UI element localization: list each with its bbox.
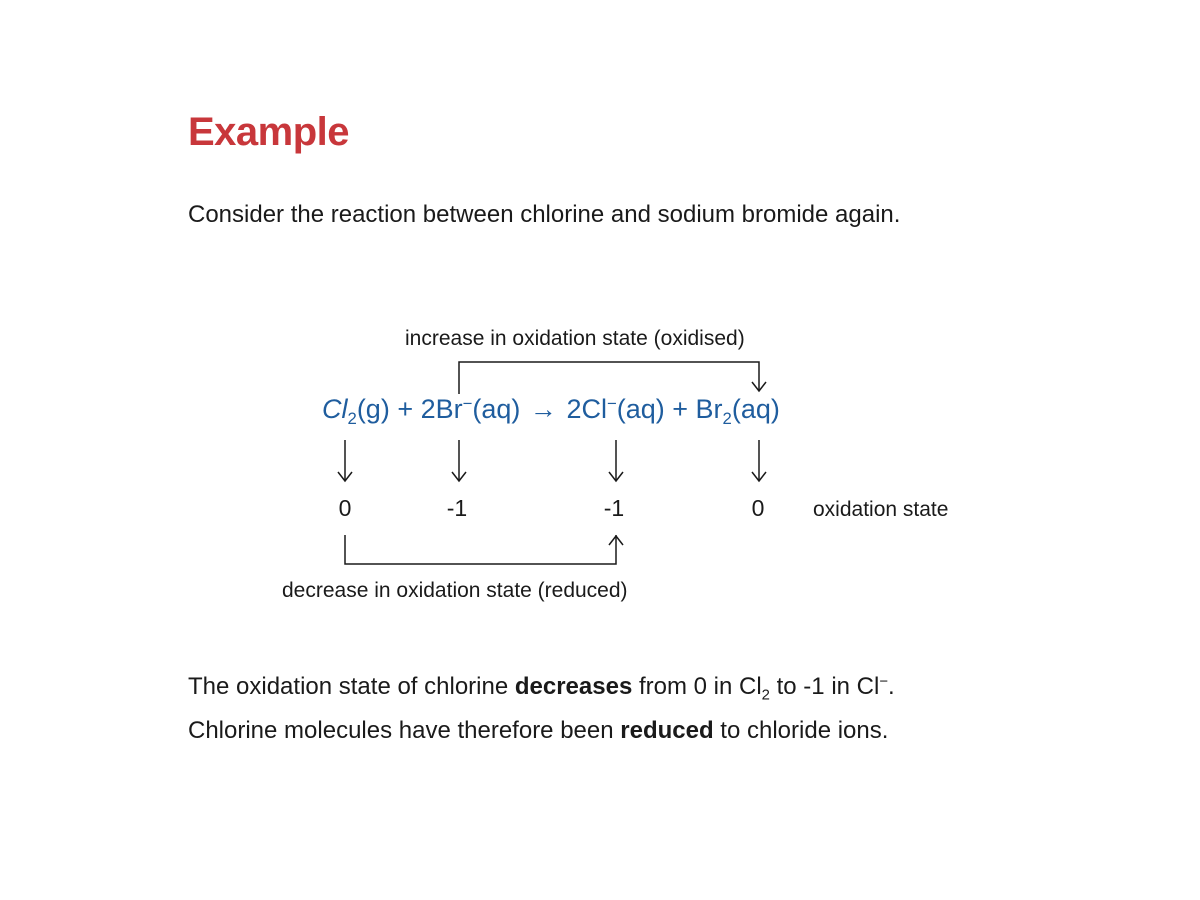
state-chloride: -1 <box>603 495 625 521</box>
increase-label: increase in oxidation state (oxidised) <box>405 327 745 350</box>
oxidation-state-label: oxidation state <box>813 498 949 521</box>
reduction-bracket <box>345 535 616 564</box>
eq-chloride: 2Cl <box>566 394 607 425</box>
state-br: -1 <box>446 495 468 521</box>
reaction-arrow: → <box>529 394 557 425</box>
intro-text: Consider the reaction between chlorine and sodium bromide again. <box>188 201 901 228</box>
conclusion-line-1: The oxidation state of chlorine decreases from 0 in $Cl_2$ to -1 in Cl−. <box>188 673 895 704</box>
eq-cl2: Cl <box>322 394 348 425</box>
conclusion-text <box>188 664 895 749</box>
state-cl2: 0 <box>338 495 352 521</box>
state-br2: 0 <box>751 495 765 521</box>
page-title: Example <box>188 110 350 154</box>
reaction-equation: $Cl_2(g) + 2Br^-(aq) \to 2Cl^-(aq) + Br_2(aq)$ <box>322 394 780 429</box>
oxidation-bracket <box>459 362 759 394</box>
conclusion-line-2: Chlorine molecules have therefore been reduced to chloride ions. <box>188 717 889 745</box>
decrease-label: decrease in oxidation state (reduced) <box>282 579 628 602</box>
